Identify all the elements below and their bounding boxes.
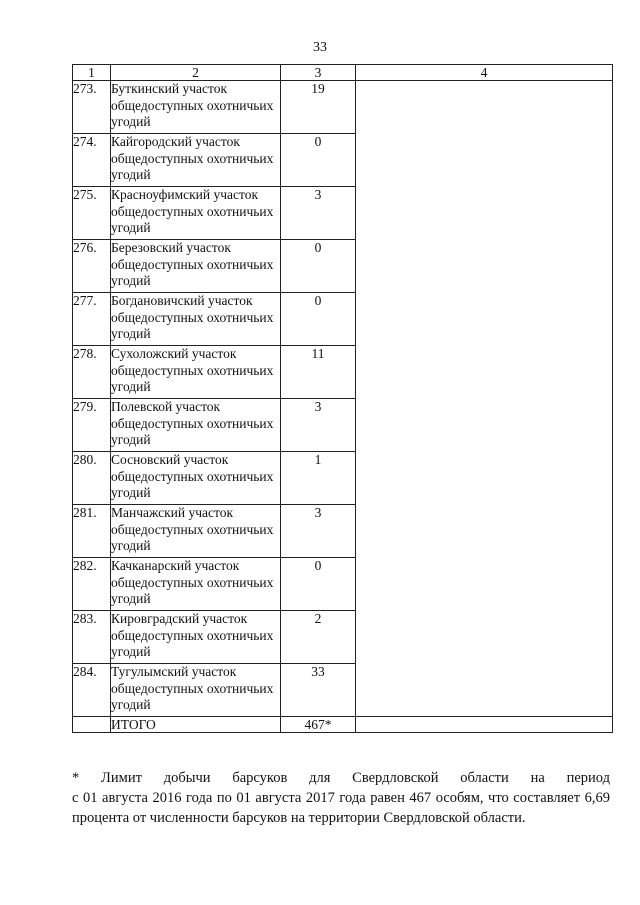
hunting-area-name: Полевской участок общедоступных охотничьих угодий xyxy=(111,399,281,452)
header-cell-1: 1 xyxy=(73,65,111,81)
hunting-area-name: Манчажский участок общедоступных охотничьих угодий xyxy=(111,505,281,558)
hunting-area-name: Тугулымский участок общедоступных охотничьих угодий xyxy=(111,664,281,717)
header-cell-2: 2 xyxy=(111,65,281,81)
hunting-area-name: Кировградский участок общедоступных охотничьих угодий xyxy=(111,611,281,664)
row-number: 275. xyxy=(73,187,111,240)
badger-quota-value: 19 xyxy=(281,81,356,134)
badger-quota-value: 3 xyxy=(281,505,356,558)
total-row xyxy=(73,717,613,733)
footnote-text: с 01 августа 2016 года по 01 августа 2017 года равен 467 особям, что составляет 6,69 процента от численности барсуков на территории Свердловской области. xyxy=(72,790,610,826)
badger-quota-value: 2 xyxy=(281,611,356,664)
hunting-area-name: Качканарский участок общедоступных охотничьих угодий xyxy=(111,558,281,611)
hunting-area-name: Сухоложский участок общедоступных охотничьих угодий xyxy=(111,346,281,399)
badger-quota-value: 0 xyxy=(281,293,356,346)
hunting-area-name: Красноуфимский участок общедоступных охотничьих угодий xyxy=(111,187,281,240)
row-number: 274. xyxy=(73,134,111,187)
footnote-line1: * Лимит добычи барсуков для Свердловской области на период xyxy=(72,770,610,786)
row-number: 278. xyxy=(73,346,111,399)
badger-quota-value: 33 xyxy=(281,664,356,717)
row-number: 283. xyxy=(73,611,111,664)
table-row xyxy=(73,81,613,134)
row-number: 276. xyxy=(73,240,111,293)
badger-quota-value: 3 xyxy=(281,187,356,240)
row-number: 277. xyxy=(73,293,111,346)
row-number: 284. xyxy=(73,664,111,717)
notes-column-cell xyxy=(356,81,613,717)
total-label: ИТОГО xyxy=(111,717,281,733)
total-note-cell xyxy=(356,717,613,733)
badger-quota-value: 0 xyxy=(281,134,356,187)
header-cell-4: 4 xyxy=(356,65,613,81)
hunting-area-name: Березовский участок общедоступных охотничьих угодий xyxy=(111,240,281,293)
badger-quota-value: 1 xyxy=(281,452,356,505)
quota-table xyxy=(72,64,613,733)
hunting-area-name: Буткинский участок общедоступных охотничьих угодий xyxy=(111,81,281,134)
page-number: 33 xyxy=(313,40,327,55)
total-num-cell xyxy=(73,717,111,733)
total-value: 467* xyxy=(281,717,356,733)
row-number: 279. xyxy=(73,399,111,452)
row-number: 281. xyxy=(73,505,111,558)
badger-quota-value: 11 xyxy=(281,346,356,399)
row-number: 280. xyxy=(73,452,111,505)
row-number: 273. xyxy=(73,81,111,134)
badger-quota-value: 0 xyxy=(281,558,356,611)
header-row xyxy=(73,65,613,81)
hunting-area-name: Богдановичский участок общедоступных охотничьих угодий xyxy=(111,293,281,346)
header-cell-3: 3 xyxy=(281,65,356,81)
badger-quota-value: 3 xyxy=(281,399,356,452)
hunting-area-name: Сосновский участок общедоступных охотничьих угодий xyxy=(111,452,281,505)
footnote xyxy=(72,768,610,828)
badger-quota-value: 0 xyxy=(281,240,356,293)
row-number: 282. xyxy=(73,558,111,611)
hunting-area-name: Кайгородский участок общедоступных охотничьих угодий xyxy=(111,134,281,187)
